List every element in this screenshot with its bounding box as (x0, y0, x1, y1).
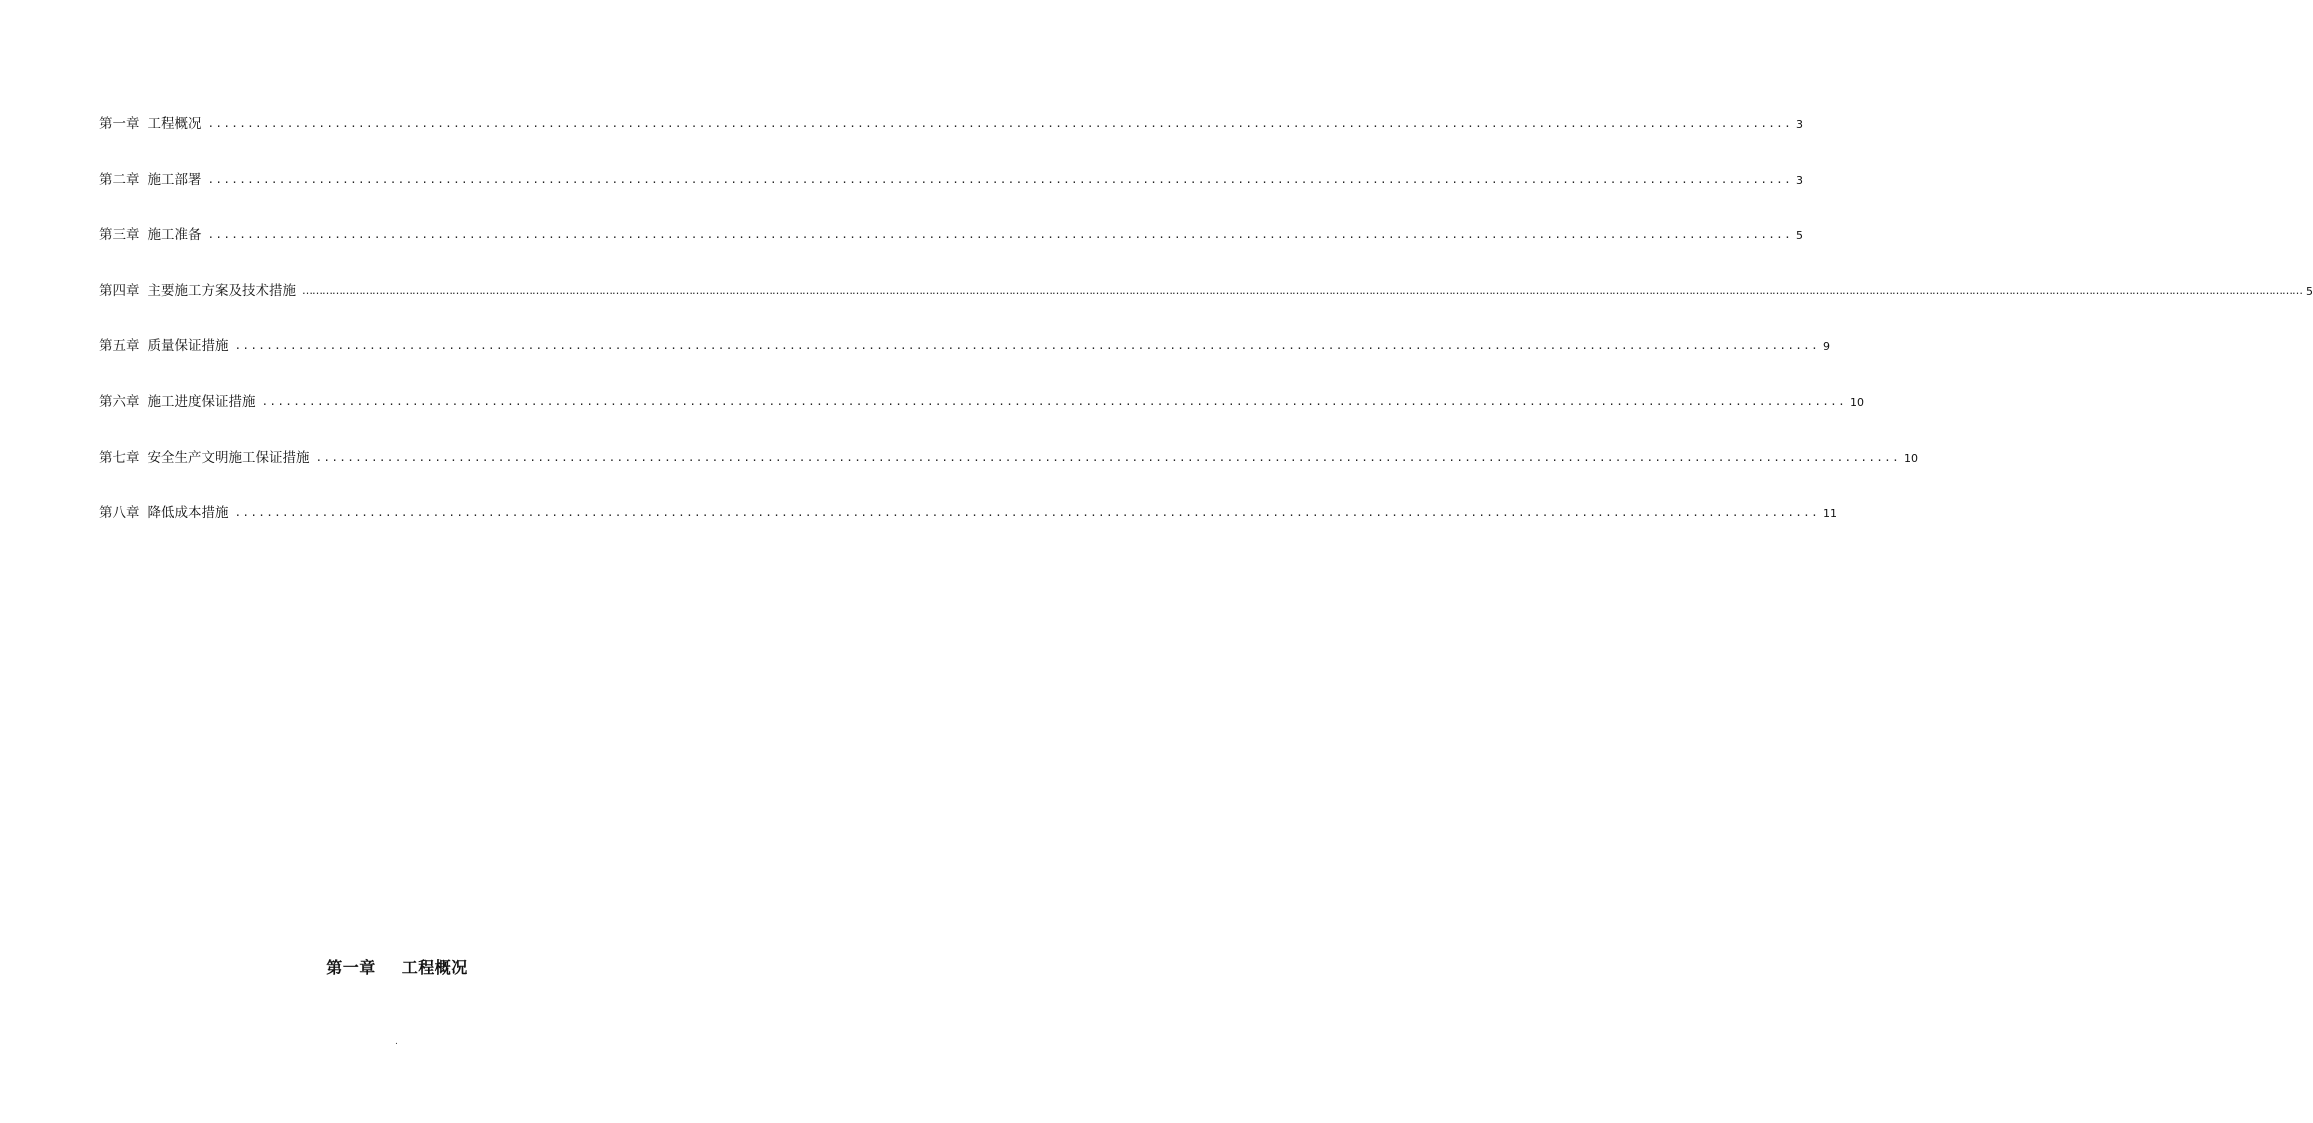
toc-entry-title: 主要施工方案及技术措施 (147, 282, 296, 299)
toc-entry-title: 施工部署 (147, 171, 202, 188)
toc-entry-title: 施工准备 (147, 227, 202, 244)
toc-entry[interactable] (99, 503, 1838, 559)
toc-entry[interactable] (99, 336, 1831, 392)
toc-entry-chapter: 第八章 (99, 505, 140, 522)
toc-entry-leader: ........................................................................................................................................................................................................ (315, 450, 1901, 464)
toc-entry-title: 工程概况 (147, 116, 202, 132)
chapter-heading (0, 956, 794, 980)
toc-entry-chapter: 第二章 (99, 171, 140, 188)
toc-entry-page-number: 5 (1796, 229, 1804, 243)
chapter-heading-title: 工程概况 (401, 958, 468, 977)
toc-entry-title: 安全生产文明施工保证措施 (147, 449, 310, 466)
toc-entry-leader: ........................................................................................................................................................................................................ (207, 228, 1793, 242)
toc-entry-chapter: 第七章 (99, 449, 140, 466)
toc-entry-title: 施工进度保证措施 (147, 393, 256, 410)
toc-entry[interactable] (99, 114, 1804, 170)
toc-entry[interactable] (99, 392, 1865, 448)
toc-entry[interactable] (99, 225, 1804, 281)
toc-entry[interactable] (99, 448, 1919, 504)
toc-entry-page-number: 3 (1796, 173, 1804, 187)
toc-entry-leader: ........................................................................................................................................................................................................ (207, 172, 1793, 186)
toc-entry-page-number: 11 (1823, 507, 1838, 521)
toc-entry-title: 降低成本措施 (147, 505, 229, 522)
toc-entry[interactable] (99, 170, 1804, 226)
toc-entry-leader: ........................................................................................................................................................................................................ (261, 394, 1847, 408)
toc-entry-page-number: 3 (1796, 118, 1804, 131)
toc-entry-leader: …………………………………………………………………………………………………………………………………………………………………………………………………………………………………………………………………………………………………………………………………………………………………………………………………………………………………………………………………………………………………………………………………………………… (302, 283, 2302, 297)
toc-entry-chapter: 第三章 (99, 227, 140, 244)
page-footer-dot: . (395, 1037, 398, 1047)
toc-entry-page-number: 10 (1850, 395, 1865, 409)
toc-entry-chapter: 第四章 (99, 282, 140, 299)
toc-entry[interactable] (99, 281, 2313, 337)
toc-entry-page-number: 5 (2306, 284, 2313, 298)
toc-entry-title: 质量保证措施 (147, 338, 229, 355)
toc-entry-chapter: 第六章 (99, 393, 140, 410)
toc-entry-leader: ........................................................................................................................................................................................................ (234, 339, 1820, 353)
toc-entry-leader: ........................................................................................................................................................................................................ (234, 506, 1820, 520)
toc-entry-chapter: 第一章 (99, 116, 140, 132)
toc-entry-page-number: 9 (1823, 340, 1831, 354)
toc-entry-page-number: 10 (1904, 451, 1919, 465)
chapter-heading-number: 第一章 (326, 958, 376, 977)
table-of-contents (99, 114, 2313, 559)
toc-entry-leader: ........................................................................................................................................................................................................ (207, 117, 1793, 130)
toc-entry-chapter: 第五章 (99, 338, 140, 355)
